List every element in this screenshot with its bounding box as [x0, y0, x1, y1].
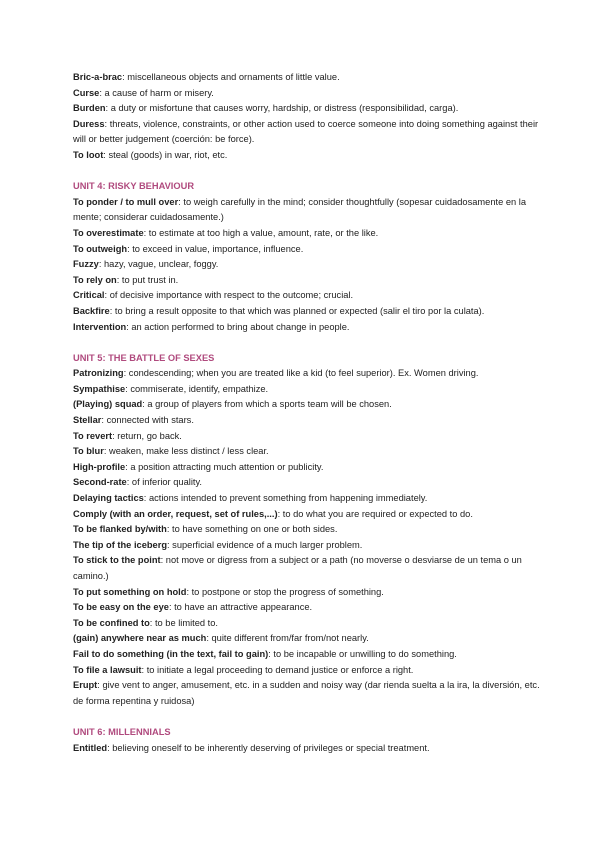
glossary-entry — [73, 507, 543, 523]
entry-definition: : to initiate a legal proceeding to demand justice or enforce a right. — [141, 664, 414, 675]
entry-term: To file a lawsuit — [73, 664, 142, 675]
entry-term: To ponder / to mull over — [73, 196, 179, 207]
section-heading: UNIT 6: MILLENNIALS — [73, 726, 171, 737]
entry-definition: : a group of players from which a sports team will be chosen. — [142, 399, 392, 410]
entry-definition: : connected with stars. — [101, 415, 194, 426]
document-page — [73, 70, 543, 756]
entry-term: To blur — [73, 446, 104, 457]
section-heading: UNIT 4: RISKY BEHAVIOUR — [73, 181, 195, 192]
entry-definition: : quite different from/far from/not nearly. — [206, 633, 369, 644]
entry-definition: : of inferior quality. — [126, 477, 203, 488]
glossary-entry — [73, 397, 543, 413]
entry-term: (Playing) squad — [73, 399, 143, 410]
entry-term: Delaying tactics — [73, 493, 144, 504]
entry-term: Bric-a-brac — [73, 72, 123, 82]
glossary-entry — [73, 663, 543, 679]
glossary-entry — [73, 86, 543, 102]
entry-definition: : of decisive importance with respect to the outcome; crucial. — [104, 290, 354, 301]
entry-term: To put something on hold — [73, 586, 187, 597]
entry-term: Erupt — [73, 680, 98, 691]
entry-definition: : threats, violence, constraints, or other action used to coerce someone into doing something against their will or better judgement (coerción: be force). — [73, 118, 539, 145]
glossary-entry — [73, 678, 543, 709]
entry-definition: : a duty or misfortune that causes worry, hardship, or distress (responsibilidad, carga). — [105, 103, 459, 114]
glossary-entry — [73, 70, 543, 86]
entry-definition: : commiserate, identify, empathize. — [125, 383, 269, 394]
entry-term: Duress — [73, 118, 105, 129]
section-spacer — [73, 709, 543, 725]
entry-definition: : to estimate at too high a value, amount, rate, or the like. — [143, 227, 379, 238]
glossary-entry — [73, 366, 543, 382]
glossary-entry — [73, 616, 543, 632]
entry-term: Sympathise — [73, 383, 126, 394]
entry-term: High-profile — [73, 461, 126, 472]
section-spacer — [73, 164, 543, 180]
entry-definition: : to exceed in value, importance, influence. — [127, 243, 304, 254]
entry-term: To overestimate — [73, 227, 144, 238]
entry-term: To rely on — [73, 274, 117, 285]
entry-term: Stellar — [73, 415, 102, 426]
entry-definition: : give vent to anger, amusement, etc. in a sudden and noisy way (dar rienda suelta a la ira, la diversión, etc. de forma repentina y ruidosa) — [73, 680, 540, 706]
glossary-entry — [73, 320, 543, 336]
glossary-entry — [73, 148, 543, 164]
entry-term: The tip of the iceberg — [73, 539, 168, 550]
entry-definition: : to have an attractive appearance. — [168, 602, 313, 613]
entry-definition: : to bring a result opposite to that which was planned or expected (salir el tiro por la culata). — [109, 305, 485, 316]
entry-term: Fail to do something (in the text, fail to gain) — [73, 648, 269, 659]
glossary-entry — [73, 553, 543, 584]
glossary-entry — [73, 226, 543, 242]
entry-term: Entitled — [73, 742, 108, 753]
entry-definition: : superficial evidence of a much larger problem. — [167, 539, 363, 550]
glossary-entry — [73, 585, 543, 601]
entry-definition: : a position attracting much attention or publicity. — [125, 461, 324, 472]
entry-term: To loot — [73, 149, 104, 160]
entry-term: To stick to the point — [73, 555, 161, 566]
entry-term: To be flanked by/with — [73, 524, 167, 535]
entry-definition: : to be incapable or unwilling to do something. — [268, 648, 457, 659]
glossary-entry — [73, 429, 543, 445]
entry-term: Second-rate — [73, 477, 127, 488]
glossary-entry — [73, 273, 543, 289]
entry-definition: : to put trust in. — [116, 274, 179, 285]
glossary-entry — [73, 491, 543, 507]
glossary-entry — [73, 600, 543, 616]
entry-term: Fuzzy — [73, 259, 99, 270]
entry-term: Intervention — [73, 321, 127, 332]
glossary-entry — [73, 304, 543, 320]
entry-term: To be easy on the eye — [73, 602, 169, 613]
entry-term: (gain) anywhere near as much — [73, 633, 207, 644]
glossary-entry — [73, 413, 543, 429]
entry-definition: : not move or digress from a subject or a path (no moverse o desviarse de un tema o un camino.) — [73, 555, 522, 581]
section-intro — [73, 70, 543, 164]
entry-term: Backfire — [73, 305, 110, 316]
entry-definition: : condescending; when you are treated like a kid (to feel superior). Ex. Women driving. — [123, 368, 479, 379]
entry-definition: : to do what you are required or expected to do. — [277, 508, 473, 519]
section-unit-5 — [73, 351, 543, 710]
glossary-entry — [73, 631, 543, 647]
entry-term: To outweigh — [73, 243, 128, 254]
glossary-entry — [73, 741, 543, 757]
entry-definition: : to have something on one or both sides. — [166, 524, 338, 535]
glossary-entry — [73, 522, 543, 538]
entry-definition: : to weigh carefully in the mind; consider thoughtfully (sopesar cuidadosamente en la mente; considerar cuidadosamente.) — [73, 196, 527, 223]
entry-term: To revert — [73, 430, 113, 441]
entry-definition: : miscellaneous objects and ornaments of little value. — [122, 72, 340, 82]
glossary-entry — [73, 101, 543, 117]
glossary-entry — [73, 382, 543, 398]
entry-term: Patronizing — [73, 368, 124, 379]
entry-definition: : an action performed to bring about change in people. — [126, 321, 350, 332]
entry-term: Curse — [73, 87, 100, 98]
glossary-entry — [73, 195, 543, 226]
entry-term: Critical — [73, 290, 105, 301]
entry-definition: : to be limited to. — [149, 617, 218, 628]
glossary-entry — [73, 257, 543, 273]
entry-definition: : return, go back. — [112, 430, 182, 441]
entry-term: Comply (with an order, request, set of rules,...) — [73, 508, 278, 519]
entry-definition: : to postpone or stop the progress of something. — [186, 586, 384, 597]
section-unit-6 — [73, 725, 543, 756]
entry-term: Burden — [73, 103, 106, 114]
entry-definition: : a cause of harm or misery. — [99, 87, 214, 98]
glossary-entry — [73, 647, 543, 663]
entry-definition: : hazy, vague, unclear, foggy. — [98, 259, 219, 270]
glossary-entry — [73, 288, 543, 304]
section-unit-4 — [73, 179, 543, 335]
glossary-entry — [73, 242, 543, 258]
glossary-entry — [73, 444, 543, 460]
entry-definition: : believing oneself to be inherently deserving of privileges or special treatment. — [107, 742, 430, 753]
glossary-entry — [73, 460, 543, 476]
entry-definition: : weaken, make less distinct / less clear. — [103, 446, 269, 457]
entry-definition: : steal (goods) in war, riot, etc. — [103, 149, 228, 160]
glossary-entry — [73, 117, 543, 148]
glossary-entry — [73, 475, 543, 491]
section-spacer — [73, 335, 543, 351]
glossary-entry — [73, 538, 543, 554]
entry-term: To be confined to — [73, 617, 150, 628]
entry-definition: : actions intended to prevent something from happening immediately. — [143, 493, 428, 504]
section-heading: UNIT 5: THE BATTLE OF SEXES — [73, 352, 215, 363]
